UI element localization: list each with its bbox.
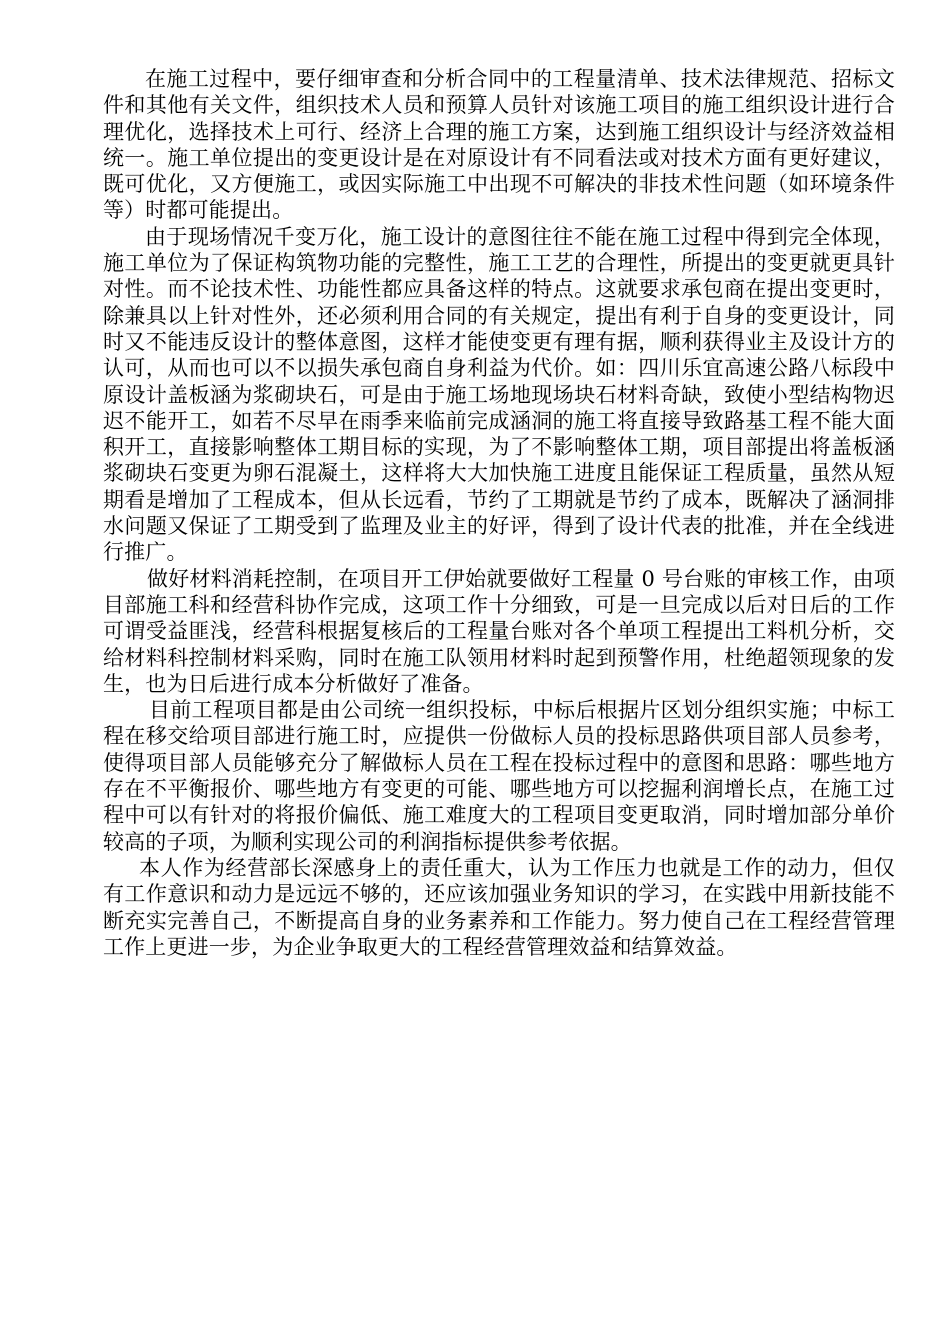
- document-body: [103, 66, 895, 960]
- paragraph-material-control: 做好材料消耗控制，在项目开工伊始就要做好工程量 0 号台账的审核工作，由项目部施工科和经营科协作完成，这项工作十分细致，可是一旦完成以后对日后的工作可谓受益匪浅，经营科根据复核后的工程量台账对各个单项工程提出工料机分析，交给材料科控制材料采购，同时在施工队领用材料时起到预警作用，杜绝超领现象的发生，也为日后进行成本分析做好了准备。: [103, 566, 895, 696]
- paragraph-personal-summary: 本人作为经营部长深感身上的责任重大，认为工作压力也就是工作的动力，但仅有工作意识和动力是远远不够的，还应该加强业务知识的学习，在实践中用新技能不断充实完善自己，不断提高自身的业务素养和工作能力。努力使自己在工程经营管理工作上更进一步，为企业争取更大的工程经营管理效益和结算效益。: [103, 855, 895, 959]
- paragraph-bidding-handover: 目前工程项目都是由公司统一组织投标，中标后根据片区划分组织实施；中标工程在移交给项目部进行施工时，应提供一份做标人员的投标思路供项目部人员参考，使得项目部人员能够充分了解做标人员在工程在投标过程中的意图和思路：哪些地方存在不平衡报价、哪些地方有变更的可能、哪些地方可以挖掘利润增长点，在施工过程中可以有针对的将报价偏低、施工难度大的工程项目变更取消，同时增加部分单价较高的子项，为顺利实现公司的利润指标提供参考依据。: [103, 698, 895, 854]
- paragraph-design-change: 由于现场情况千变万化，施工设计的意图往往不能在施工过程中得到完全体现，施工单位为了保证构筑物功能的完整性，施工工艺的合理性，所提出的变更就更具针对性。而不论技术性、功能性都应具备这样的特点。这就要求承包商在提出变更时，除兼具以上针对性外，还必须利用合同的有关规定，提出有利于自身的变更设计，同时又不能违反设计的整体意图，这样才能使变更有理有据，顺利获得业主及设计方的认可，从而也可以不以损失承包商自身利益为代价。如：四川乐宜高速公路八标段中原设计盖板涵为浆砌块石，可是由于施工场地现场块石材料奇缺，致使小型结构物迟迟不能开工，如若不尽早在雨季来临前完成涵洞的施工将直接导致路基工程不能大面积开工，直接影响整体工期目标的实现，为了不影响整体工期，项目部提出将盖板涵浆砌块石变更为卵石混凝土，这样将大大加快施工进度且能保证工程质量，虽然从短期看是增加了工程成本，但从长远看，节约了工期就是节约了成本，既解决了涵洞排水问题又保证了工期受到了监理及业主的好评，得到了设计代表的批准，并在全线进行推广。: [103, 224, 895, 565]
- paragraph-construction-optimization: 在施工过程中，要仔细审查和分析合同中的工程量清单、技术法律规范、招标文件和其他有关文件，组织技术人员和预算人员针对该施工项目的施工组织设计进行合理优化，选择技术上可行、经济上合理的施工方案，达到施工组织设计与经济效益相统一。施工单位提出的变更设计是在对原设计有不同看法或对技术方面有更好建议，既可优化，又方便施工，或因实际施工中出现不可解决的非技术性问题（如环境条件等）时都可能提出。: [103, 67, 895, 223]
